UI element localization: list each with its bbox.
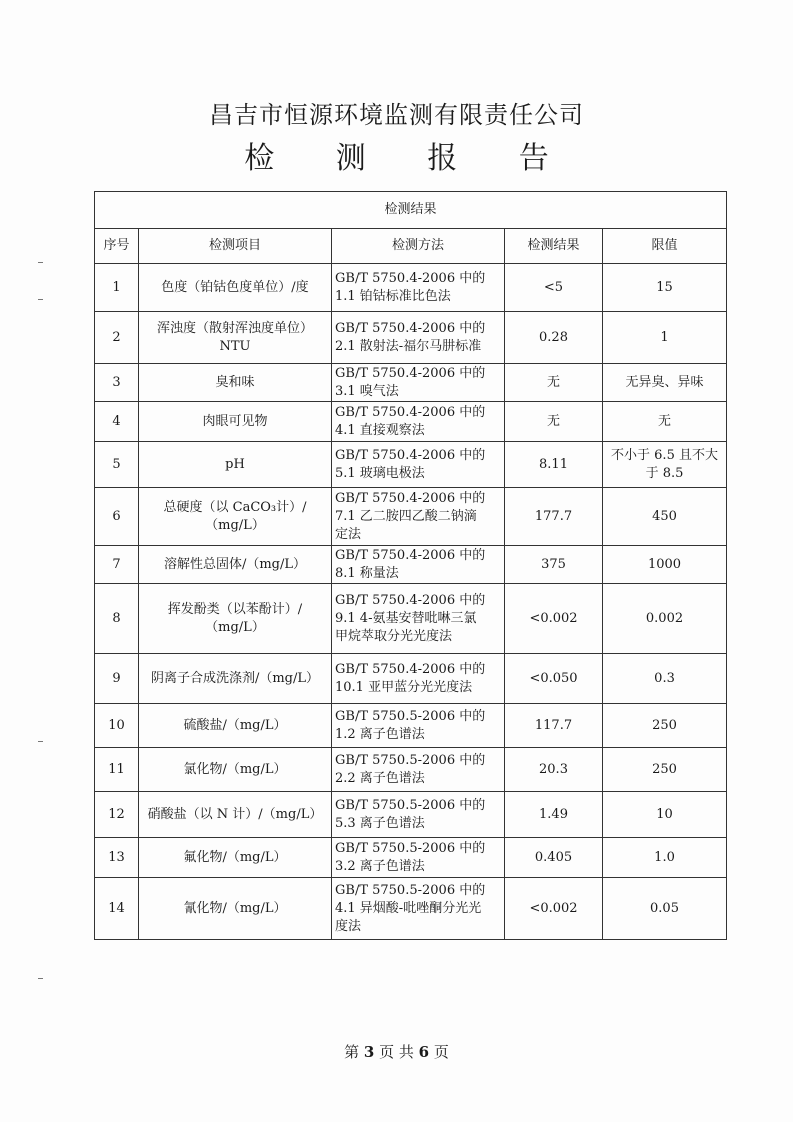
test-result: 0.28 (505, 312, 603, 364)
test-result: 20.3 (505, 748, 603, 792)
results-table (94, 191, 727, 940)
table-row (95, 364, 727, 402)
table-caption: 检测结果 (95, 192, 727, 229)
footer-page-number: 3 (363, 1043, 375, 1061)
test-result: <0.002 (505, 584, 603, 654)
test-method (332, 584, 505, 654)
table-row (95, 488, 727, 546)
row-number: 9 (95, 654, 139, 704)
row-number: 1 (95, 264, 139, 312)
test-result: 375 (505, 546, 603, 584)
limit-value: 0.002 (603, 584, 727, 654)
limit-value: 0.3 (603, 654, 727, 704)
test-result: <5 (505, 264, 603, 312)
row-number: 11 (95, 748, 139, 792)
scan-edge-mark (38, 741, 43, 742)
row-number: 10 (95, 704, 139, 748)
test-result: <0.002 (505, 878, 603, 940)
footer-suffix: 页 (433, 1043, 449, 1061)
row-number: 12 (95, 792, 139, 838)
test-method (332, 704, 505, 748)
method-line: 3.2 离子色谱法 (335, 858, 425, 874)
table-row (95, 546, 727, 584)
test-method (332, 748, 505, 792)
test-item: 色度（铂钴色度单位）/度 (139, 264, 332, 312)
method-line: 定法 (335, 526, 362, 542)
table-row (95, 654, 727, 704)
scan-edge-mark (38, 299, 43, 300)
row-number: 6 (95, 488, 139, 546)
company-name: 昌吉市恒源环境监测有限责任公司 (209, 101, 584, 129)
test-method (332, 364, 505, 402)
test-item: 氰化物/（mg/L） (139, 878, 332, 940)
table-header-row (95, 229, 727, 264)
test-method (332, 792, 505, 838)
test-item: 溶解性总固体/（mg/L） (139, 546, 332, 584)
test-method (332, 654, 505, 704)
test-result: 无 (505, 402, 603, 442)
method-line: GB/T 5750.4-2006 中的 (335, 270, 486, 286)
test-method (332, 878, 505, 940)
method-line: GB/T 5750.5-2006 中的 (335, 840, 486, 856)
table-row (95, 442, 727, 488)
limit-value: 250 (603, 704, 727, 748)
table-row (95, 312, 727, 364)
column-header-no: 序号 (95, 229, 139, 264)
table-row (95, 838, 727, 878)
test-item: 浑浊度（散射浑浊度单位）NTU (139, 312, 332, 364)
method-line: 度法 (335, 918, 362, 934)
row-number: 3 (95, 364, 139, 402)
row-number: 4 (95, 402, 139, 442)
test-result: 8.11 (505, 442, 603, 488)
test-method (332, 402, 505, 442)
method-line: 3.1 嗅气法 (335, 383, 399, 399)
test-result: 无 (505, 364, 603, 402)
method-line: GB/T 5750.5-2006 中的 (335, 797, 486, 813)
method-line: 8.1 称量法 (335, 565, 399, 581)
row-number: 7 (95, 546, 139, 584)
method-line: GB/T 5750.4-2006 中的 (335, 547, 486, 563)
method-line: GB/T 5750.4-2006 中的 (335, 447, 486, 463)
table-row (95, 264, 727, 312)
method-line: 5.1 玻璃电极法 (335, 465, 425, 481)
row-number: 8 (95, 584, 139, 654)
test-item: 硝酸盐（以 N 计）/（mg/L） (139, 792, 332, 838)
method-line: GB/T 5750.5-2006 中的 (335, 708, 486, 724)
footer-total-pages: 6 (418, 1043, 430, 1061)
column-header-limit: 限值 (603, 229, 727, 264)
method-line: 9.1 4-氨基安替吡啉三氯 (335, 610, 477, 626)
test-result: <0.050 (505, 654, 603, 704)
method-line: 7.1 乙二胺四乙酸二钠滴 (335, 508, 477, 524)
row-number: 14 (95, 878, 139, 940)
test-item: 氯化物/（mg/L） (139, 748, 332, 792)
test-method (332, 838, 505, 878)
column-header-result: 检测结果 (505, 229, 603, 264)
limit-value: 不小于 6.5 且不大于 8.5 (603, 442, 727, 488)
method-line: GB/T 5750.4-2006 中的 (335, 320, 486, 336)
footer-middle: 页 共 (379, 1043, 414, 1061)
test-item: 挥发酚类（以苯酚计）/（mg/L） (139, 584, 332, 654)
row-number: 2 (95, 312, 139, 364)
test-method (332, 546, 505, 584)
row-number: 13 (95, 838, 139, 878)
limit-value: 无 (603, 402, 727, 442)
test-item: pH (139, 442, 332, 488)
table-row (95, 704, 727, 748)
method-line: 5.3 离子色谱法 (335, 815, 425, 831)
column-header-item: 检测项目 (139, 229, 332, 264)
limit-value: 250 (603, 748, 727, 792)
method-line: GB/T 5750.4-2006 中的 (335, 490, 486, 506)
table-row (95, 584, 727, 654)
method-line: GB/T 5750.5-2006 中的 (335, 882, 486, 898)
test-result: 0.405 (505, 838, 603, 878)
test-item: 总硬度（以 CaCO₃计）/（mg/L） (139, 488, 332, 546)
row-number: 5 (95, 442, 139, 488)
limit-value: 1 (603, 312, 727, 364)
method-line: 甲烷萃取分光光度法 (335, 628, 453, 644)
limit-value: 无异臭、异味 (603, 364, 727, 402)
method-line: 2.2 离子色谱法 (335, 770, 425, 786)
table-row (95, 792, 727, 838)
limit-value: 450 (603, 488, 727, 546)
test-item: 氟化物/（mg/L） (139, 838, 332, 878)
table-row (95, 748, 727, 792)
page-footer (0, 1041, 793, 1062)
table-row (95, 878, 727, 940)
table-row (95, 402, 727, 442)
method-line: GB/T 5750.4-2006 中的 (335, 404, 486, 420)
test-result: 177.7 (505, 488, 603, 546)
test-item: 臭和味 (139, 364, 332, 402)
method-line: 1.1 铂钴标准比色法 (335, 288, 451, 304)
test-item: 阴离子合成洗涤剂/（mg/L） (139, 654, 332, 704)
limit-value: 10 (603, 792, 727, 838)
column-header-method: 检测方法 (332, 229, 505, 264)
limit-value: 1000 (603, 546, 727, 584)
method-line: GB/T 5750.4-2006 中的 (335, 592, 486, 608)
method-line: 1.2 离子色谱法 (335, 726, 425, 742)
scan-edge-mark (38, 262, 43, 263)
test-method (332, 264, 505, 312)
method-line: 2.1 散射法-福尔马肼标准 (335, 338, 482, 354)
limit-value: 1.0 (603, 838, 727, 878)
method-line: 4.1 异烟酸-吡唑酮分光光 (335, 900, 482, 916)
test-method (332, 312, 505, 364)
test-item: 肉眼可见物 (139, 402, 332, 442)
test-result: 117.7 (505, 704, 603, 748)
method-line: 10.1 亚甲蓝分光光度法 (335, 679, 473, 695)
test-result: 1.49 (505, 792, 603, 838)
limit-value: 15 (603, 264, 727, 312)
limit-value: 0.05 (603, 878, 727, 940)
report-title: 检 测 报 告 (244, 141, 575, 176)
footer-prefix: 第 (344, 1043, 360, 1061)
method-line: GB/T 5750.4-2006 中的 (335, 661, 486, 677)
method-line: GB/T 5750.4-2006 中的 (335, 365, 486, 381)
method-line: GB/T 5750.5-2006 中的 (335, 752, 486, 768)
test-method (332, 488, 505, 546)
test-method (332, 442, 505, 488)
test-item: 硫酸盐/（mg/L） (139, 704, 332, 748)
method-line: 4.1 直接观察法 (335, 422, 425, 438)
scan-edge-mark (38, 978, 43, 979)
